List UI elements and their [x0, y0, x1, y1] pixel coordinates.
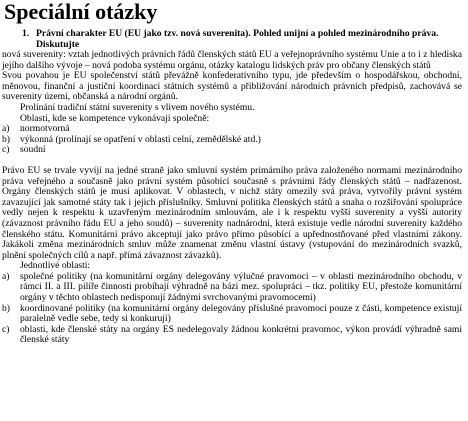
list-item: [2, 304, 462, 325]
list-item-text: společné politiky (na komunitární orgány delegovány výlučné pravomoci – v oblasti mezinárodního obchodu, v rámci II. a III. pilíře činnosti probíhají výhradně na bázi mez. spolupráci – tkz. politiky EU, přestože komunitární orgány v těchto oblastech nedisponují žádnými svrchovanými pravomocemi): [20, 270, 462, 304]
list-item: [2, 135, 462, 146]
list-item-text: normotvorná: [20, 123, 70, 135]
paragraph-shared-competences: Oblasti, kde se kompetence vykonávají společně:: [20, 112, 210, 124]
paragraph-intro: nová suverenity: vztah jednotlivých právních řádů členských států EU a veřejnoprávního systému Unie a to i z hlediska jejího dalšího vývoje – nová podoba systému orgánu, otázky katalogu lidských práv pro občany členských států: [2, 49, 462, 71]
paragraph-individual-areas: Jednotlivé oblasti:: [20, 260, 91, 272]
section-heading: [22, 28, 462, 50]
paragraph-confederation: Svou povahou je EU společenství států převážně konfederativního typu, jde především o hospodářskou, obchodní, měnovou, finanční a justiční koordinaci státních systémů a přibližování národních právních předpisů, zachovává se suverenity území, občanská a národní orgánů.: [2, 70, 462, 103]
list-item-text: koordinované politiky (na komunitární orgány delegovány příslušné pravomoci pouze z části, kompetence existují paralelně vedle sebe, tedy si konkurují): [20, 302, 462, 325]
list-item-label: b): [2, 133, 10, 145]
paragraph-sovereignty-overlap: Prolínání tradiční státní suverenity s vlivem nového systému.: [20, 101, 255, 113]
list-item-label: a): [2, 270, 10, 282]
list-item: [2, 145, 462, 156]
section-number: 1.: [22, 28, 30, 39]
list-item-label: b): [2, 302, 10, 314]
list-item: [2, 325, 462, 346]
list-item-label: c): [2, 323, 10, 335]
list-item-label: c): [2, 144, 10, 156]
list-item-text: soudní: [20, 144, 46, 156]
list-item: [2, 272, 462, 304]
paragraph-eu-law: Právo EU se trvale vyvíjí na jedné straně jako smluvní systém primárního práva založeného normami mezinárodního práva veřejného a současně jako právní systém působící současně s právními řády členských států – nadřazenost. Orgány členských států je musí aplikovat. V oblastech, v nichž státy omezily svá práva, vytvořily právní systém zavazující jak samotné státy tak i jejich příslušníky. Smluvní politika členských států a snaha o rozšiřování spolupráce vedly nejen k respektu k uzavřeným mezinárodním smlouvám, ale i k respektu vyšší suverenity a vyšší autority (závaznost právního řádu EU a jeho soudů) – suverenity nadnárodní, která existuje vedle národní suverenity každého členského státu. Komunitární právo akceptují jako právo přímo působící a upřednostňované před vlastními zákony. Jakákoli změna mezinárodních smluv může znamenat změnu vlastní ústavy (vstupování do mezinárodních svazků, plnění společných cílů a např. přímá závaznost závazků).: [2, 164, 462, 261]
list-item-label: a): [2, 123, 10, 135]
page-title: Speciální otázky: [4, 0, 158, 24]
section-heading-text: Právní charakter EU (EU jako tzv. nová suverenita). Pohled unijní a pohled mezinárodního práva. Diskutujte: [36, 28, 439, 50]
list-item-text: oblasti, kde členské státy na orgány ES nedelegovaly žádnou konkrétní pravomoc, výkon provádí výhradně sami členské státy: [20, 323, 462, 346]
list-item-text: výkonná (prolínají se opatření v oblasti celní, zemědělské atd.): [20, 133, 261, 145]
